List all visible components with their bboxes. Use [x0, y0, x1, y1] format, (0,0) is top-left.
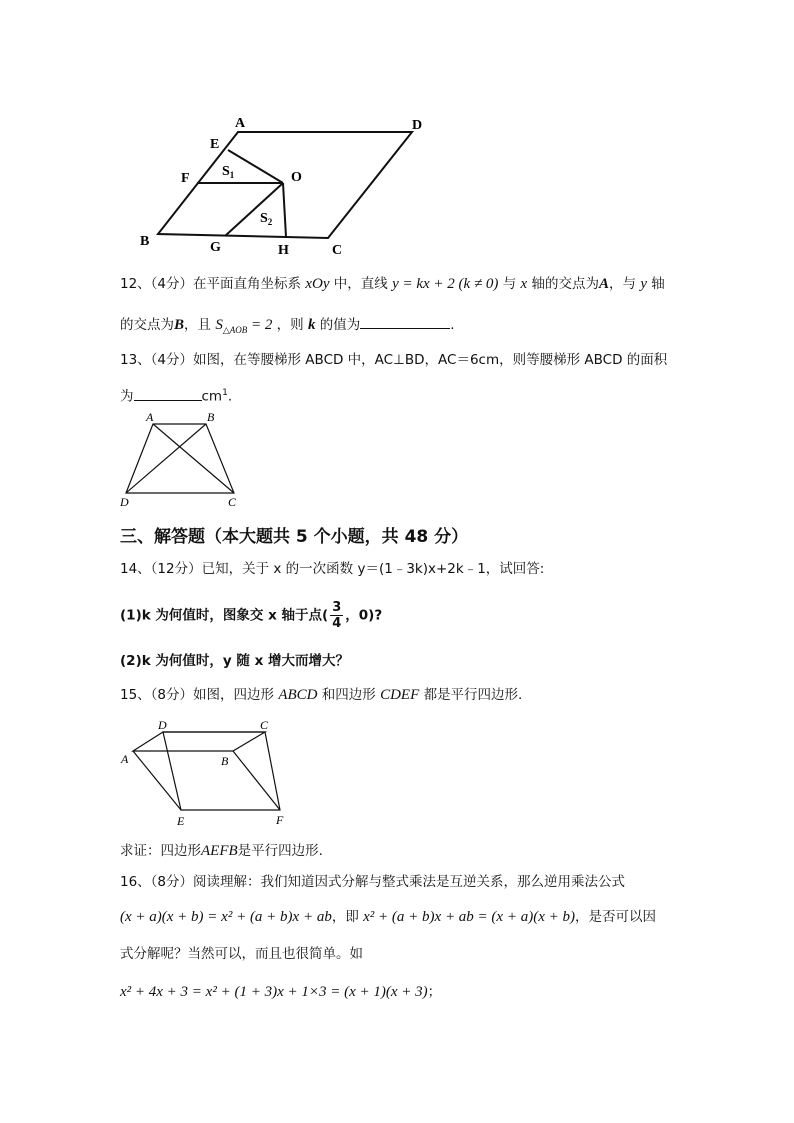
- label-S1: $S_1$: [222, 164, 235, 180]
- q15-prove: [120, 841, 323, 861]
- q14-text: ，0)?: [345, 607, 383, 624]
- q16-text: ，即: [331, 909, 359, 925]
- q16-line4: [120, 982, 441, 1002]
- q13-unit: cm: [201, 388, 223, 405]
- q12-text: 的值为: [319, 317, 361, 333]
- q16-formula: x² + (a + b)x + ab = (x + a)(x + b): [363, 909, 575, 925]
- q15-text: 15、（8分）如图，四边形: [120, 687, 275, 703]
- q15-cdef: CDEF: [380, 687, 420, 703]
- q12-text: 与: [502, 276, 517, 292]
- q12-text: ，且: [184, 317, 212, 333]
- section-heading: 三、解答题（本大题共 5 个小题，共 48 分）: [120, 527, 469, 547]
- q12-k: k: [307, 317, 316, 333]
- q15-abcd: ABCD: [278, 687, 318, 703]
- q15-line1: [120, 685, 522, 705]
- q14-line1: 14、（12分）已知，关于 x 的一次函数 y＝(1﹣3k)x+2k﹣1，试回答:: [120, 561, 545, 577]
- label-D: D: [412, 118, 423, 133]
- label-D: D: [158, 718, 167, 732]
- q16-line1: 16、（8分）阅读理解：我们知道因式分解与整式乘法是互逆关系，那么逆用乘法公式: [120, 874, 626, 890]
- label-S2: $S_2$: [260, 211, 273, 227]
- label-B: B: [221, 754, 229, 768]
- q12-equation: y = kx + 2 (k ≠ 0): [392, 276, 499, 292]
- label-F: F: [181, 171, 190, 186]
- q14-part1: [120, 600, 382, 631]
- q12-point-a: A: [599, 276, 610, 292]
- q16-text: ，是否可以因: [574, 909, 656, 925]
- label-C: C: [228, 495, 237, 509]
- q16-line3: 式分解呢？当然可以，而且也很简单。如: [120, 946, 363, 962]
- label-E: E: [210, 137, 220, 152]
- label-B: B: [207, 410, 215, 424]
- q12-x: x: [520, 276, 528, 292]
- q16-line2: [120, 907, 656, 927]
- q13-answer-blank[interactable]: [134, 386, 202, 401]
- label-A: A: [121, 752, 129, 766]
- q14-part2: (2)k 为何值时，y 随 x 增大而增大？: [120, 653, 350, 669]
- q15-text: 是平行四边形.: [237, 843, 323, 859]
- q12-line2: [120, 314, 455, 340]
- q12-line1: [120, 274, 665, 294]
- label-A: A: [235, 116, 246, 131]
- q12-text: 轴的交点为: [531, 276, 599, 292]
- q12-answer-blank[interactable]: [360, 314, 450, 329]
- label-B: B: [140, 234, 150, 249]
- q12-y: y: [640, 276, 647, 292]
- label-G: G: [210, 240, 221, 255]
- label-H: H: [278, 243, 289, 258]
- q12-text: .: [450, 317, 455, 333]
- q12-text: 中，直线: [333, 276, 388, 292]
- q16-example: x² + 4x + 3 = x² + (1 + 3)x + 1×3 = (x + 1)(x + 3): [120, 984, 428, 1000]
- q12-area: $S_{\triangle AOB} = 2$: [215, 317, 273, 335]
- q15-text: 都是平行四边形.: [423, 687, 523, 703]
- q12-text: ，则: [276, 317, 304, 333]
- q15-text: 和四边形: [321, 687, 376, 703]
- label-D: D: [120, 495, 129, 509]
- q12-text: 的交点为: [120, 317, 174, 333]
- label-E: E: [177, 814, 185, 828]
- label-C: C: [332, 243, 343, 258]
- q13-line1: 13、（4分）如图，在等腰梯形 ABCD 中，AC⊥BD，AC＝6cm，则等腰梯形 ABCD 的面积: [120, 352, 668, 368]
- q12-point-b: B: [174, 317, 185, 333]
- label-O: O: [291, 170, 302, 185]
- q12-text: ，与: [609, 276, 637, 292]
- label-F: F: [276, 813, 284, 827]
- q13-line2: [120, 383, 232, 407]
- q13-text: 为: [120, 388, 134, 405]
- label-C: C: [260, 718, 269, 732]
- label-A: A: [146, 410, 154, 424]
- q15-aefb: AEFB: [201, 843, 238, 859]
- q14-fraction: $\frac{3}{4}$: [332, 600, 342, 631]
- q13-unit-sup: 1: [222, 388, 228, 398]
- figure-isosceles-trapezoid: [115, 408, 250, 510]
- q16-text: ；: [427, 984, 442, 1000]
- q12-text: 轴: [651, 276, 665, 292]
- figure-parallelogram-s1-s2: [130, 108, 430, 260]
- q14-text: (1)k 为何值时，图象交 x 轴于点(: [120, 607, 329, 624]
- q16-formula: (x + a)(x + b) = x² + (a + b)x + ab: [120, 909, 332, 925]
- q12-text: 12、（4分）在平面直角坐标系: [120, 276, 302, 292]
- q13-text: .: [227, 388, 233, 405]
- q15-text: 求证：四边形: [120, 843, 201, 859]
- q12-xoy: xOy: [305, 276, 330, 292]
- figure-two-parallelograms: [115, 713, 295, 830]
